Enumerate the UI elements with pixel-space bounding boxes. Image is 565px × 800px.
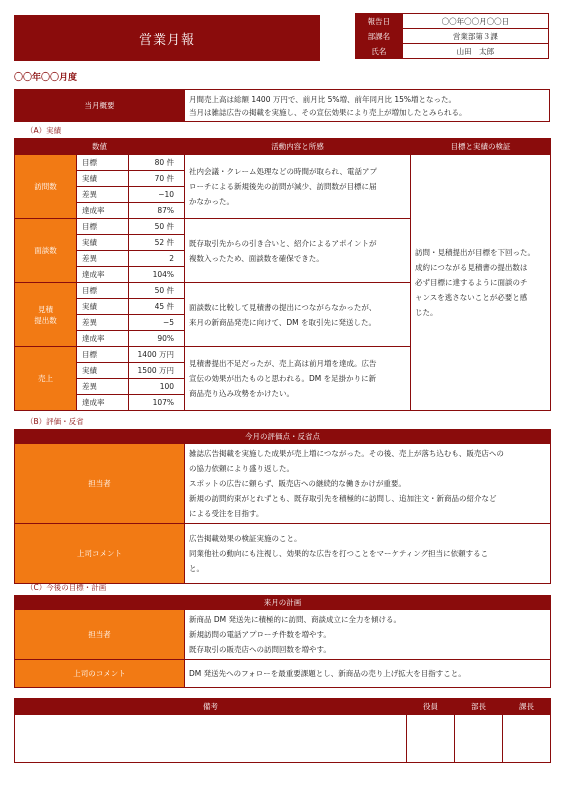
activity-text[interactable] bbox=[185, 155, 411, 219]
evaluation-staff-label: 担当者 bbox=[15, 444, 185, 524]
summary-line: 月間売上高は総額 1400 万円で、前月比 5%増、前年同月比 15%増となった。 bbox=[189, 94, 457, 104]
activity-line: ローチによる新規後先の訪問が減少、訪問数が目標に届 bbox=[189, 182, 377, 191]
activity-line: かなかった。 bbox=[189, 197, 235, 206]
activity-line: 既存取引先からの引き合いと、紹介によるアポイントが bbox=[189, 238, 377, 248]
row-label: 差異 bbox=[77, 251, 129, 267]
info-label: 部課名 bbox=[356, 29, 403, 44]
activity-line: 複数入ったため、面談数を確保できた。 bbox=[189, 253, 324, 263]
plan-line: 新商品 DM 発送先に積極的に訪問、商談成立に全力を傾ける。 bbox=[189, 615, 402, 624]
row-value[interactable]: 50 件 bbox=[129, 283, 185, 299]
stamp-header-director: 部長 bbox=[455, 699, 503, 715]
row-label: 達成率 bbox=[77, 267, 129, 283]
row-value[interactable]: 87% bbox=[129, 203, 185, 219]
row-value[interactable]: 52 件 bbox=[129, 235, 185, 251]
metric-sales: 売上 bbox=[15, 347, 77, 411]
section-c-heading: （C）今後の目標・計画 bbox=[26, 583, 107, 592]
row-value[interactable]: 90% bbox=[129, 331, 185, 347]
summary-line: 当月は雑誌広告の掲載を実施し、その宣伝効果により売上が増加したとみられる。 bbox=[189, 107, 467, 117]
activity-line: 宣伝の効果が出たものと思われる。DM を足掛かりに新 bbox=[189, 374, 377, 383]
row-value[interactable]: 100 bbox=[129, 379, 185, 395]
row-value[interactable]: 2 bbox=[129, 251, 185, 267]
section-b-heading: （B）評価・反省 bbox=[26, 417, 84, 426]
info-row-name bbox=[356, 44, 549, 59]
section-a-heading: （A）実績 bbox=[26, 126, 62, 135]
row-label: 実績 bbox=[77, 171, 129, 187]
activity-line: 社内会議・クレーム処理などの時間が取られ、電話アプ bbox=[189, 167, 377, 176]
summary-text[interactable] bbox=[185, 90, 550, 122]
activity-line: 商品売り込み攻勢をかけたい。 bbox=[189, 389, 295, 398]
plan-manager-label: 上司のコメント bbox=[15, 660, 185, 688]
report-info-table bbox=[355, 13, 549, 59]
row-label: 達成率 bbox=[77, 203, 129, 219]
row-label: 差異 bbox=[77, 315, 129, 331]
activity-text[interactable] bbox=[185, 283, 411, 347]
info-value[interactable]: 〇〇年〇〇月〇〇日 bbox=[402, 14, 548, 29]
row-value[interactable]: 1500 万円 bbox=[129, 363, 185, 379]
evaluation-line: の協力依頼により盛り返した。 bbox=[189, 464, 294, 473]
metric-quotes: 見積 提出数 bbox=[15, 283, 77, 347]
plan-line: 新規訪問の電話アプローチ件数を増やす。 bbox=[189, 630, 331, 639]
activity-text[interactable] bbox=[185, 219, 411, 283]
row-value[interactable]: −10 bbox=[129, 187, 185, 203]
header-values: 数値 bbox=[15, 139, 185, 155]
row-value[interactable]: 104% bbox=[129, 267, 185, 283]
activity-line: 来月の新商品発売に向けて、DM を取引先に発送した。 bbox=[189, 317, 376, 327]
metric-meetings: 面談数 bbox=[15, 219, 77, 283]
plan-manager-text[interactable] bbox=[185, 660, 551, 688]
row-label: 目標 bbox=[77, 219, 129, 235]
plan-line: 既存取引の販売店への訪問回数を増やす。 bbox=[189, 645, 331, 654]
row-label: 達成率 bbox=[77, 395, 129, 411]
evaluation-staff-text[interactable] bbox=[185, 444, 551, 524]
plan-table bbox=[14, 595, 551, 688]
row-label: 目標 bbox=[77, 155, 129, 171]
row-value[interactable]: 107% bbox=[129, 395, 185, 411]
row-label: 目標 bbox=[77, 283, 129, 299]
evaluation-line: と。 bbox=[189, 564, 204, 573]
report-period: 〇〇年〇〇月度 bbox=[14, 73, 78, 83]
header-verification: 目標と実績の検証 bbox=[411, 139, 551, 155]
results-table bbox=[14, 138, 551, 411]
evaluation-header: 今月の評価点・反省点 bbox=[15, 430, 551, 444]
row-label: 実績 bbox=[77, 235, 129, 251]
plan-staff-label: 担当者 bbox=[15, 610, 185, 660]
row-value[interactable]: 50 件 bbox=[129, 219, 185, 235]
header-activity: 活動内容と所感 bbox=[185, 139, 411, 155]
info-row-date bbox=[356, 14, 549, 29]
verification-line: ャンスを逃さないことが必要と感 bbox=[415, 293, 528, 302]
summary-table bbox=[14, 89, 550, 122]
row-value[interactable]: 45 件 bbox=[129, 299, 185, 315]
stamp-header-manager: 課長 bbox=[503, 699, 551, 715]
plan-line: DM 発送先へのフォローを最重要課題とし、新商品の売り上げ拡大を目指すこと。 bbox=[189, 669, 466, 678]
verification-line: じた。 bbox=[415, 308, 438, 317]
remarks-table bbox=[14, 698, 551, 763]
row-label: 実績 bbox=[77, 363, 129, 379]
page-title: 営業月報 bbox=[14, 15, 320, 61]
evaluation-line: 新規の訪問約束がとれずとも、既存取引先を積極的に訪問し、追加注文・新商品の紹介など bbox=[189, 494, 497, 503]
stamp-box-director[interactable] bbox=[455, 715, 503, 763]
row-label: 目標 bbox=[77, 347, 129, 363]
verification-text[interactable] bbox=[411, 155, 551, 411]
plan-header: 来月の計画 bbox=[15, 596, 551, 610]
stamp-header-executive: 役員 bbox=[407, 699, 455, 715]
activity-text[interactable] bbox=[185, 347, 411, 411]
evaluation-line: 雑誌広告掲載を実施した成果が売上増につながった。その後、売上が落ち込むも、販売店への bbox=[189, 449, 504, 458]
info-value[interactable]: 山田 太郎 bbox=[402, 44, 548, 59]
evaluation-line: スポットの広告に頼らず、販売店への継続的な働きかけが重要。 bbox=[189, 479, 406, 488]
row-label: 差異 bbox=[77, 379, 129, 395]
evaluation-line: 同業他社の動向にも注視し、効果的な広告を打つことをマーケティング担当に依頼するこ bbox=[189, 549, 489, 558]
remarks-field[interactable] bbox=[15, 715, 407, 763]
row-value[interactable]: 80 件 bbox=[129, 155, 185, 171]
row-label: 実績 bbox=[77, 299, 129, 315]
evaluation-manager-text[interactable] bbox=[185, 524, 551, 584]
evaluation-line: 広告掲載効果の検証実施のこと。 bbox=[189, 534, 302, 543]
row-label: 差異 bbox=[77, 187, 129, 203]
info-value[interactable]: 営業部第３課 bbox=[402, 29, 548, 44]
remarks-header: 備考 bbox=[15, 699, 407, 715]
stamp-box-manager[interactable] bbox=[503, 715, 551, 763]
row-label: 達成率 bbox=[77, 331, 129, 347]
stamp-box-executive[interactable] bbox=[407, 715, 455, 763]
evaluation-line: による受注を目指す。 bbox=[189, 509, 264, 518]
activity-line: 見積書提出不足だったが、売上高は前月増を達成。広告 bbox=[189, 359, 377, 368]
plan-staff-text[interactable] bbox=[185, 610, 551, 660]
verification-line: 成約につながる見積書の提出数は bbox=[415, 263, 528, 272]
row-value[interactable]: 70 件 bbox=[129, 171, 185, 187]
evaluation-table bbox=[14, 429, 551, 584]
evaluation-manager-label: 上司コメント bbox=[15, 524, 185, 584]
row-value[interactable]: −5 bbox=[129, 315, 185, 331]
info-label: 報告日 bbox=[356, 14, 403, 29]
summary-label: 当月概要 bbox=[15, 90, 185, 122]
activity-line: 面談数に比較して見積書の提出につながらなかったが、 bbox=[189, 302, 377, 312]
verification-line: 必ず目標に達するように面談のチ bbox=[415, 278, 528, 287]
row-value[interactable]: 1400 万円 bbox=[129, 347, 185, 363]
info-label: 氏名 bbox=[356, 44, 403, 59]
info-row-department bbox=[356, 29, 549, 44]
verification-line: 訪問・見積提出が目標を下回った。 bbox=[415, 248, 536, 257]
metric-visits: 訪問数 bbox=[15, 155, 77, 219]
